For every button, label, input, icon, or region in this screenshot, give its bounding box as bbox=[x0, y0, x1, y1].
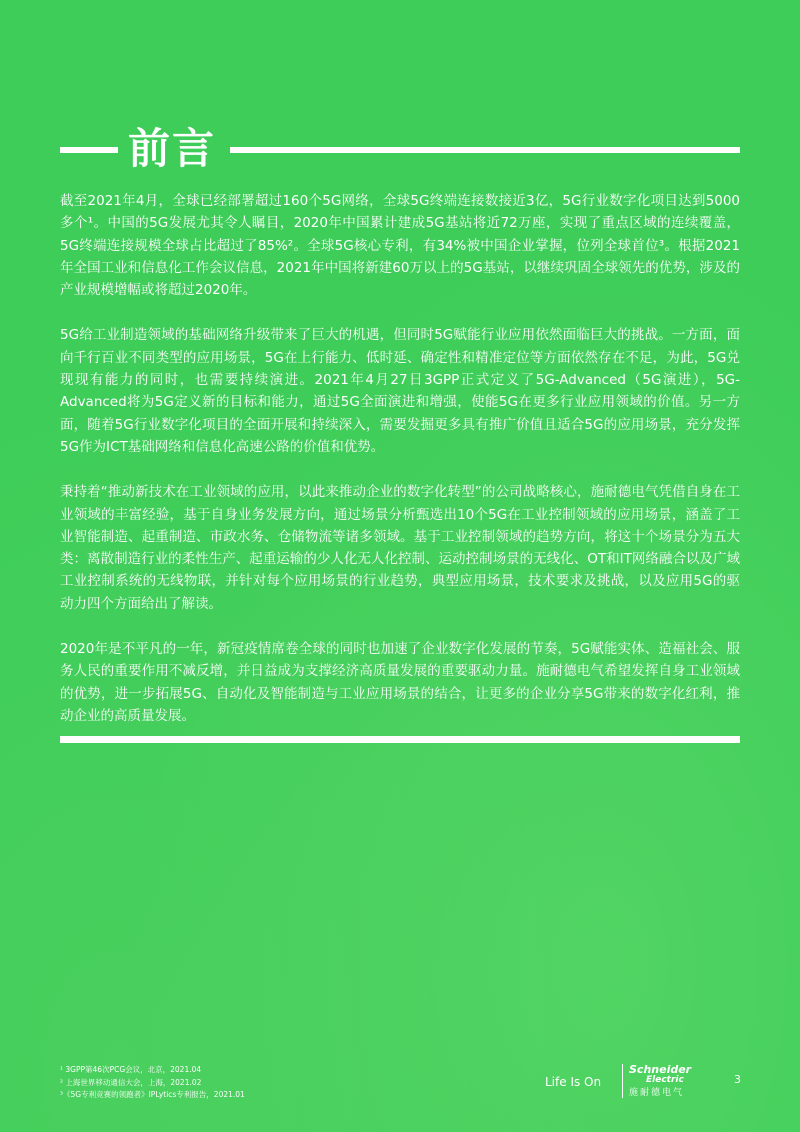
brand-divider bbox=[622, 1064, 623, 1098]
schneider-electric-logo bbox=[629, 1064, 709, 1100]
brand-footer bbox=[545, 1062, 745, 1102]
paragraph-4: 2020年是不平凡的一年，新冠疫情席卷全球的同时也加速了企业数字化发展的节奏，5G赋能实体、造福社会、服务人民的重要作用不减反增，并日益成为支撑经济高质量发展的重要驱动力量。施耐德电气希望发挥自身工业领域的优势，进一步拓展5G、自动化及智能制造与工业应用场景的结合，让更多的企业分享5G带来的数字化红利，推动企业的高质量发展。 bbox=[60, 641, 740, 724]
page-title: 前言 bbox=[128, 124, 217, 173]
paragraph-2: 5G给工业制造领域的基础网络升级带来了巨大的机遇，但同时5G赋能行业应用依然面临巨大的挑战。一方面，面向千行百业不同类型的应用场景，5G在上行能力、低时延、确定性和精准定位等方面依然存在不足，为此，5G兑现现有能力的同时，也需要持续演进。2021年4月27日3GPP正式定义了5G-Advanced（5G演进），5G-Advanced将为5G定义新的目标和能力，通过5G全面演进和增强，使能5G在更多行业应用领域的价值。另一方面，随着5G行业数字化项目的全面开展和持续深入，需要发掘更多具有推广价值且适合5G的应用场景，充分发挥5G作为ICT基础网络和信息化高速公路的价值和优势。 bbox=[60, 327, 740, 455]
logo-wordmark-schneider: Schneider bbox=[629, 1063, 692, 1076]
page-number: 3 bbox=[734, 1073, 741, 1086]
paragraph-1: 截至2021年4月，全球已经部署超过160个5G网络，全球5G终端连接数接近3亿，5G行业数字化项目达到5000多个¹。中国的5G发展尤其令人瞩目，2020年中国累计建成5G基站将近72万座，实现了重点区域的连续覆盖，5G终端连接规模全球占比超过了85%²。全球5G核心专利，有34%被中国企业掌握，位列全球首位³。根据2021年全国工业和信息化工作会议信息，2021年中国将新建60万以上的5G基站，以继续巩固全球领先的优势，涉及的产业规模增幅或将超过2020年。 bbox=[60, 193, 740, 299]
section-divider bbox=[60, 736, 740, 743]
logo-wordmark-electric: Electric bbox=[646, 1075, 684, 1085]
footnote-3: ³《5G专利竞赛的领跑者》IPLytics专利报告，2021.01 bbox=[60, 1090, 245, 1099]
paragraph-3: 秉持着“推动新技术在工业领域的应用，以此来推动企业的数字化转型”的公司战略核心，施耐德电气凭借自身在工业领域的丰富经验，基于自身业务发展方向，通过场景分析甄选出10个5G在工业控制领域的应用场景，涵盖了工业智能制造、起重制造、市政水务、仓储物流等诸多领域。基于工业控制领域的趋势方向，将这十个场景分为五大类：离散制造行业的柔性生产、起重运输的少人化无人化控制、运动控制场景的无线化、OT和IT网络融合以及广域工业控制系统的无线物联，并针对每个应用场景的行业趋势，典型应用场景，技术要求及挑战，以及应用5G的驱动力四个方面给出了解读。 bbox=[60, 484, 740, 612]
preface-body bbox=[60, 190, 740, 750]
footnote-1: ¹ 3GPP第46次PCG会议，北京，2021.04 bbox=[60, 1065, 202, 1074]
footnotes bbox=[60, 1064, 360, 1102]
title-right-rule bbox=[230, 147, 740, 153]
title-left-rule bbox=[60, 147, 118, 153]
brand-tagline: Life Is On bbox=[545, 1075, 602, 1089]
footnote-2: ² 上海世界移动通信大会，上海，2021.02 bbox=[60, 1077, 202, 1087]
page-header bbox=[60, 124, 740, 174]
logo-wordmark-chinese: 施耐德电气 bbox=[629, 1088, 685, 1098]
